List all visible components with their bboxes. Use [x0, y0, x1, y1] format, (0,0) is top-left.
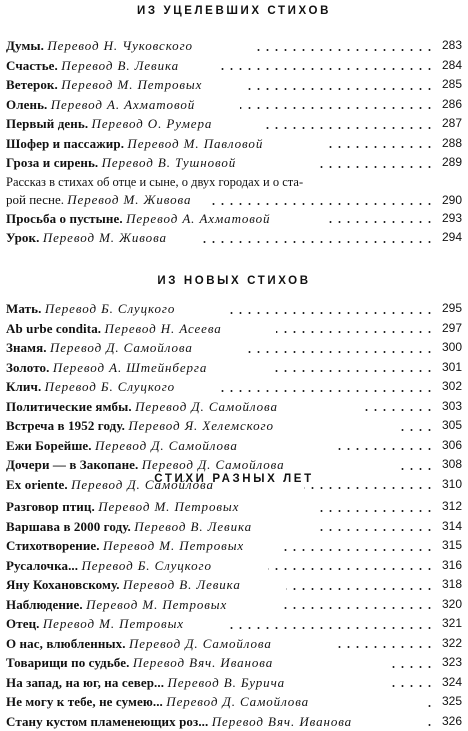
dot-leader [262, 127, 434, 129]
poem-title: Ежи Борейше. [6, 438, 92, 453]
poem-title: Товарищи по судьбе. [6, 655, 129, 670]
toc-entry[interactable] [6, 653, 462, 673]
dot-leader [240, 107, 434, 109]
translator-credit: Перевод М. Живова [67, 192, 191, 207]
dot-leader [314, 529, 434, 531]
dot-leader [318, 166, 434, 168]
page-number: 286 [436, 95, 462, 115]
page-number: 315 [436, 536, 462, 556]
toc-entry[interactable] [6, 114, 462, 134]
page-number: 283 [436, 36, 462, 56]
page-number: 316 [436, 556, 462, 576]
poem-title-line2: рой песне. [6, 192, 64, 207]
toc-entry[interactable] [6, 134, 462, 154]
page-number: 293 [436, 209, 462, 229]
page-number: 303 [436, 397, 462, 417]
translator-credit: Перевод В. Левика [134, 519, 252, 534]
page-number: 290 [436, 191, 462, 209]
translator-credit: Перевод Д. Самойлова [95, 438, 238, 453]
page-number: 287 [436, 114, 462, 134]
translator-credit: Перевод Д. Самойлова [166, 694, 309, 709]
toc-entry[interactable] [6, 536, 462, 556]
section-heading: ИЗ НОВЫХ СТИХОВ [0, 275, 468, 287]
toc-entry[interactable] [6, 173, 462, 209]
page-number: 301 [436, 358, 462, 378]
translator-credit: Перевод Д. Самойлова [135, 399, 278, 414]
dot-leader [360, 409, 434, 411]
section-entries [6, 299, 462, 494]
page-number: 326 [436, 712, 462, 731]
page-number: 314 [436, 517, 462, 537]
translator-credit: Перевод М. Петровых [43, 616, 184, 631]
toc-entry[interactable] [6, 397, 462, 417]
section-heading: ИЗ УЦЕЛЕВШИХ СТИХОВ [0, 5, 468, 17]
toc-entry[interactable] [6, 416, 462, 436]
translator-credit: Перевод М. Петровых [61, 77, 202, 92]
toc-entry[interactable] [6, 209, 462, 229]
poem-title: О нас, влюбленных. [6, 636, 126, 651]
dot-leader [218, 68, 434, 70]
poem-title: Ветерок. [6, 77, 58, 92]
dot-leader [278, 607, 434, 609]
toc-entry[interactable] [6, 36, 462, 56]
translator-credit: Перевод Д. Самойлова [129, 636, 272, 651]
dot-leader [396, 468, 434, 470]
dot-leader [326, 146, 434, 148]
translator-credit: Перевод Вяч. Иванова [133, 655, 273, 670]
poem-title: Счастье. [6, 58, 58, 73]
translator-credit: Перевод Д. Самойлова [142, 457, 285, 472]
poem-title: Политические ямбы. [6, 399, 132, 414]
poem-title: Шофер и пассажир. [6, 136, 124, 151]
poem-title: Золото. [6, 360, 49, 375]
dot-leader [314, 510, 434, 512]
toc-entry[interactable] [6, 75, 462, 95]
toc-entry[interactable] [6, 556, 462, 576]
page-number: 284 [436, 56, 462, 76]
translator-credit: Перевод М. Живова [43, 230, 167, 245]
dot-leader [276, 331, 434, 333]
page-number: 323 [436, 653, 462, 673]
poem-title: Встреча в 1952 году. [6, 418, 125, 433]
dot-leader [326, 221, 434, 223]
toc-entry[interactable] [6, 455, 462, 475]
page-number: 308 [436, 455, 462, 475]
poem-title: Ex oriente. [6, 477, 68, 492]
poem-title: Стану кустом пламенеющих роз... [6, 714, 208, 729]
dot-leader [246, 88, 434, 90]
toc-entry[interactable] [6, 299, 462, 319]
translator-credit: Перевод В. Тушновой [102, 155, 237, 170]
translator-credit: Перевод А. Штейнберга [53, 360, 207, 375]
section-heading: СТИХИ РАЗНЫХ ЛЕТ [0, 473, 468, 485]
poem-title: Не могу к тебе, не сумею... [6, 694, 163, 709]
translator-credit: Перевод Вяч. Иванова [212, 714, 352, 729]
translator-credit: Перевод Я. Хелемского [128, 418, 274, 433]
toc-entry[interactable] [6, 673, 462, 693]
toc-entry[interactable] [6, 338, 462, 358]
toc-entry[interactable] [6, 692, 462, 712]
page-number: 318 [436, 575, 462, 595]
toc-entry[interactable] [6, 517, 462, 537]
poem-title: Русалочка... [6, 558, 78, 573]
translator-credit: Перевод А. Ахматовой [51, 97, 195, 112]
poem-title: Стихотворение. [6, 538, 100, 553]
page-number: 321 [436, 614, 462, 634]
toc-entry[interactable] [6, 595, 462, 615]
poem-title: Мать. [6, 301, 41, 316]
toc-entry[interactable] [6, 497, 462, 517]
translator-credit: Перевод Д. Самойлова [71, 477, 214, 492]
dot-leader [390, 666, 434, 668]
poem-title: Первый день. [6, 116, 88, 131]
page-number: 289 [436, 153, 462, 173]
poem-title: Просьба о пустыне. [6, 211, 123, 226]
poem-title: Разговор птиц. [6, 499, 95, 514]
section-entries [6, 497, 462, 731]
translator-credit: Перевод В. Левика [123, 577, 241, 592]
poem-title: Наблюдение. [6, 597, 83, 612]
translator-credit: Перевод Б. Слуцкого [81, 558, 211, 573]
page-number: 310 [436, 475, 462, 495]
dot-leader [274, 370, 434, 372]
dot-leader [286, 588, 434, 590]
page-number: 297 [436, 319, 462, 339]
section-entries [6, 36, 462, 248]
toc-entry[interactable] [6, 358, 462, 378]
dot-leader [400, 429, 434, 431]
page-number: 294 [436, 228, 462, 248]
translator-credit: Перевод О. Румера [92, 116, 213, 131]
dot-leader [246, 351, 434, 353]
poem-title: Урок. [6, 230, 39, 245]
page-number: 325 [436, 692, 462, 712]
translator-credit: Перевод Б. Слуцкого [45, 301, 175, 316]
dot-leader [220, 390, 434, 392]
translator-credit: Перевод Д. Самойлова [50, 340, 193, 355]
translator-credit: Перевод Н. Чуковского [47, 38, 193, 53]
dot-leader [332, 646, 434, 648]
page-number: 324 [436, 673, 462, 693]
page-number: 285 [436, 75, 462, 95]
toc-entry[interactable] [6, 436, 462, 456]
poem-title: Ab urbe condita. [6, 321, 101, 336]
toc-entry[interactable] [6, 634, 462, 654]
toc-entry[interactable] [6, 575, 462, 595]
translator-credit: Перевод В. Левика [61, 58, 179, 73]
dot-leader [202, 241, 434, 243]
toc-entry[interactable] [6, 614, 462, 634]
page-number: 305 [436, 416, 462, 436]
toc-entry[interactable] [6, 153, 462, 173]
poem-title: Дочери — в Закопане. [6, 457, 138, 472]
page-number: 312 [436, 497, 462, 517]
poem-title: На запад, на юг, на север... [6, 675, 164, 690]
dot-leader [228, 312, 434, 314]
poem-title: Яну Кохановскому. [6, 577, 120, 592]
dot-leader [228, 627, 434, 629]
toc-entry[interactable] [6, 95, 462, 115]
dot-leader [210, 203, 434, 205]
toc-entry[interactable] [6, 56, 462, 76]
poem-title: Олень. [6, 97, 47, 112]
toc-entry[interactable] [6, 319, 462, 339]
poem-title: Отец. [6, 616, 40, 631]
poem-title: Варшава в 2000 году. [6, 519, 131, 534]
toc-entry[interactable] [6, 712, 462, 731]
translator-credit: Перевод М. Петровых [98, 499, 239, 514]
poem-title: Клич. [6, 379, 41, 394]
poem-title: Знамя. [6, 340, 47, 355]
dot-leader [428, 724, 434, 726]
dot-leader [426, 705, 434, 707]
poem-title-line1: Рассказ в стихах об отце и сыне, о двух городах и о ста- [6, 173, 462, 191]
page-number: 300 [436, 338, 462, 358]
page-number: 322 [436, 634, 462, 654]
page-number: 320 [436, 595, 462, 615]
page-number: 302 [436, 377, 462, 397]
translator-credit: Перевод А. Ахматовой [126, 211, 270, 226]
dot-leader [278, 549, 434, 551]
page-number: 295 [436, 299, 462, 319]
page-number: 306 [436, 436, 462, 456]
translator-credit: Перевод Б. Слуцкого [45, 379, 175, 394]
translator-credit: Перевод М. Павловой [127, 136, 263, 151]
dot-leader [390, 685, 434, 687]
dot-leader [336, 448, 434, 450]
translator-credit: Перевод Н. Асеева [105, 321, 222, 336]
translator-credit: Перевод М. Петровых [103, 538, 244, 553]
dot-leader [254, 49, 434, 51]
dot-leader [304, 487, 434, 489]
dot-leader [268, 568, 434, 570]
poem-title: Гроза и сирень. [6, 155, 98, 170]
poem-title: Думы. [6, 38, 44, 53]
toc-entry[interactable] [6, 228, 462, 248]
page-number: 288 [436, 134, 462, 154]
toc-entry[interactable] [6, 377, 462, 397]
translator-credit: Перевод М. Петровых [86, 597, 227, 612]
translator-credit: Перевод В. Бурича [167, 675, 285, 690]
